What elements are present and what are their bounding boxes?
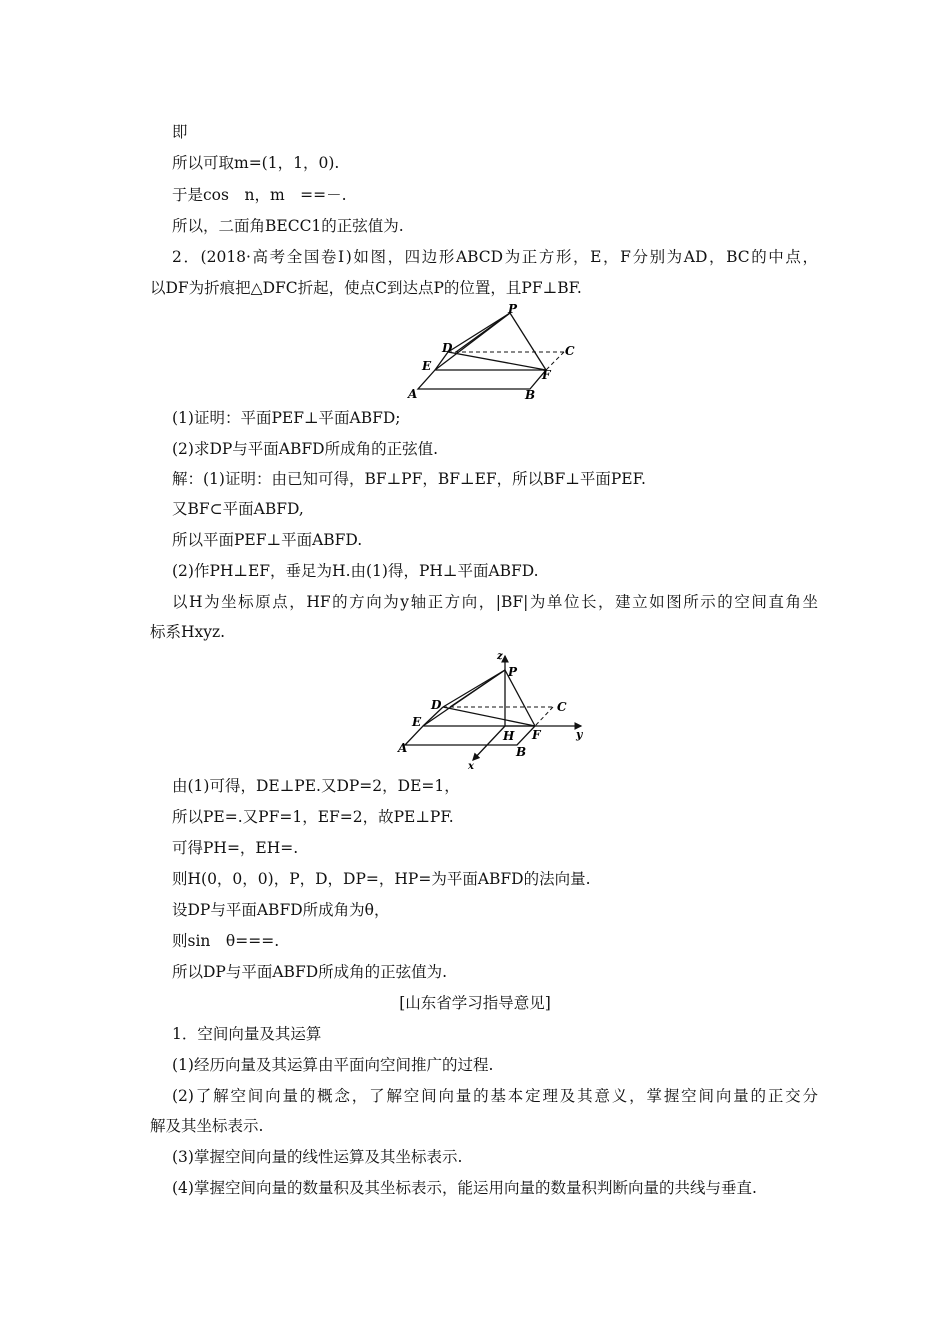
text-line: (2)了解空间向量的概念，了解空间向量的基本定理及其意义，掌握空间向量的正交分 <box>172 1087 818 1105</box>
text-line: 设DP与平面ABFD所成角为θ， <box>172 901 390 919</box>
label-F: F <box>542 368 551 382</box>
section-heading: [山东省学习指导意见] <box>399 994 551 1012</box>
label-A: A <box>408 387 418 401</box>
text-line: 2．(2018·高考全国卷Ⅰ)如图，四边形ABCD为正方形，E，F分别为AD，BC的中点， <box>172 248 818 266</box>
label-y: y <box>576 728 583 741</box>
label-B: B <box>525 388 536 402</box>
label-P: P <box>508 665 518 679</box>
text-line: (1)经历向量及其运算由平面向空间推广的过程. <box>172 1056 494 1074</box>
text-line: 则H(0，0，0)，P，D，DP=，HP=为平面ABFD的法向量. <box>172 870 591 888</box>
text-line: 可得PH=，EH=. <box>172 839 299 857</box>
label-C: C <box>565 344 575 358</box>
text-line: (4)掌握空间向量的数量积及其坐标表示，能运用向量的数量积判断向量的共线与垂直. <box>172 1179 757 1197</box>
text-line: 于是cos n，m ==－. <box>172 186 347 204</box>
label-x: x <box>468 761 474 770</box>
label-F: F <box>532 728 541 742</box>
text-line: 由(1)可得，DE⊥PE.又DP=2，DE=1， <box>172 777 460 795</box>
text-line: 所以，二面角BECC1的正弦值为. <box>172 217 404 235</box>
label-A: A <box>398 741 408 755</box>
text-line: 解及其坐标表示. <box>150 1117 264 1135</box>
text-line: 即 <box>172 123 188 141</box>
label-D: D <box>442 341 453 355</box>
text-line: 以DF为折痕把△DFC折起，使点C到达点P的位置，且PF⊥BF. <box>150 279 582 297</box>
text-line: 以H为坐标原点，HF的方向为y轴正方向，|BF|为单位长，建立如图所示的空间直角坐 <box>172 593 818 611</box>
label-z: z <box>497 651 503 662</box>
text-line: 1．空间向量及其运算 <box>172 1025 322 1043</box>
label-B: B <box>516 745 527 759</box>
label-E: E <box>422 359 432 373</box>
text-line: 解：(1)证明：由已知可得，BF⊥PF，BF⊥EF，所以BF⊥平面PEF. <box>172 470 646 488</box>
text-line: 则sin θ===. <box>172 932 280 950</box>
label-C: C <box>557 700 567 714</box>
text-line: (1)证明：平面PEF⊥平面ABFD; <box>172 409 401 427</box>
text-line: (2)作PH⊥EF，垂足为H.由(1)得，PH⊥平面ABFD. <box>172 562 539 580</box>
text-line: 标系Hxyz. <box>150 623 226 641</box>
text-line: 所以可取m=(1，1，0). <box>172 154 340 172</box>
text-line: (3)掌握空间向量的线性运算及其坐标表示. <box>172 1148 463 1166</box>
text-line: 所以PE=.又PF=1，EF=2，故PE⊥PF. <box>172 808 454 826</box>
coordinate-system-figure <box>395 648 595 770</box>
text-line: 所以平面PEF⊥平面ABFD. <box>172 531 363 549</box>
text-line: 所以DP与平面ABFD所成角的正弦值为. <box>172 963 448 981</box>
label-E: E <box>412 715 422 729</box>
text-line: 又BF⊂平面ABFD, <box>172 500 304 518</box>
label-D: D <box>431 698 442 712</box>
text-line: (2)求DP与平面ABFD所成角的正弦值. <box>172 440 439 458</box>
folded-square-figure <box>400 302 600 402</box>
label-P: P <box>508 302 518 316</box>
label-H: H <box>503 729 515 743</box>
